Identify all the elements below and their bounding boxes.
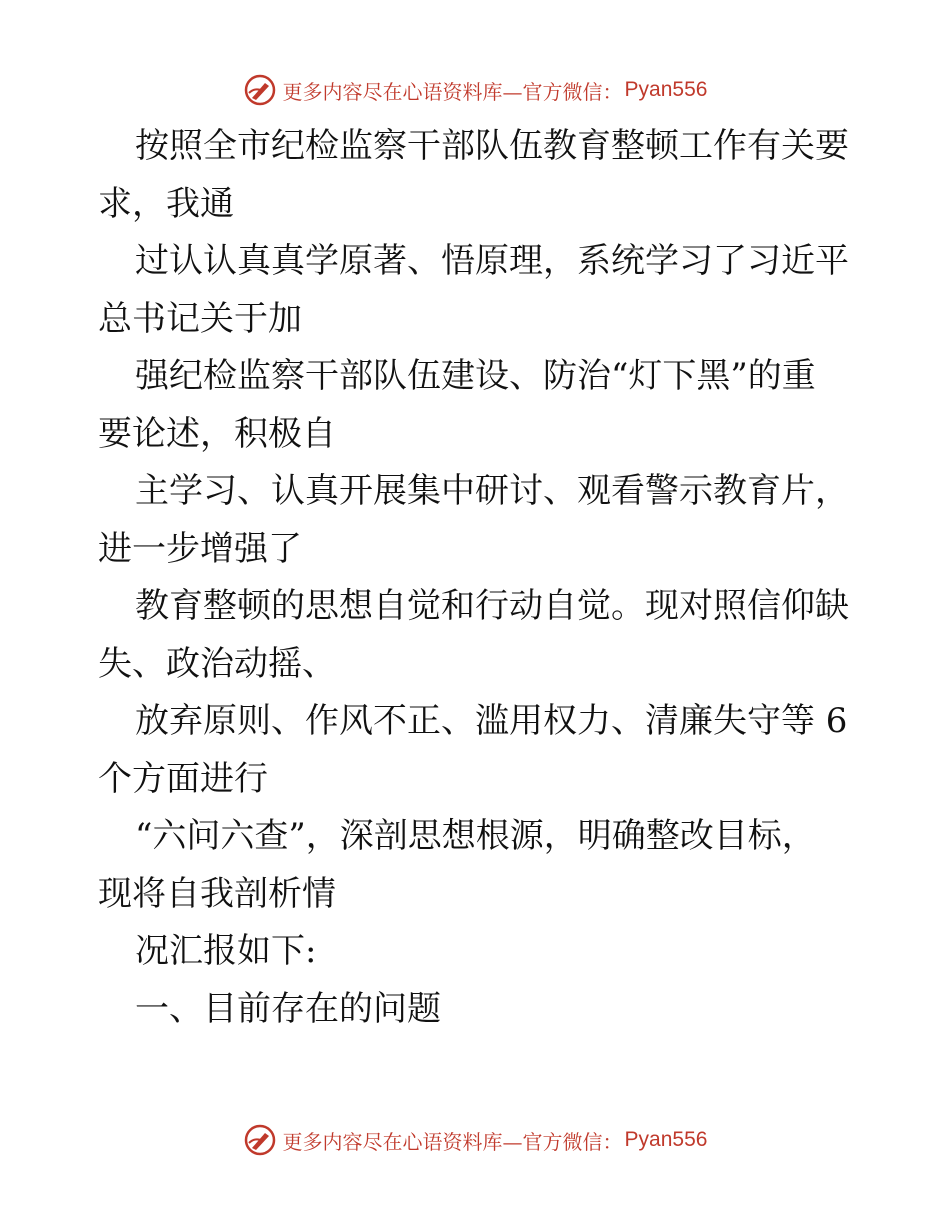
paragraph-line: 过认认真真学原著、悟原理，系统学习了习近平 — [135, 241, 849, 281]
paragraph-line: 按照全市纪检监察干部队伍教育整顿工作有关要 — [135, 126, 849, 166]
paragraph-line: 况汇报如下: — [135, 931, 317, 971]
watermark-banner-top — [0, 70, 950, 110]
paragraph-line: 教育整顿的思想自觉和行动自觉。现对照信仰缺 — [135, 586, 849, 626]
paragraph-line: 个方面进行 — [98, 758, 268, 799]
paragraph-line: 主学习、认真开展集中研讨、观看警示教育片， — [135, 471, 849, 511]
watermark-text: 更多内容尽在心语资料库—官方微信： — [282, 79, 623, 104]
paragraph-line: 放弃原则、作风不正、滥用权力、清廉失守等 6 — [135, 701, 848, 741]
paragraph-line: “六问六查”，深剖思想根源，明确整改目标， — [135, 816, 816, 856]
paragraph-line: 现将自我剖析情 — [98, 873, 336, 914]
paragraph-line: 进一步增强了 — [98, 528, 302, 569]
watermark-wechat-id: Pyan556 — [624, 78, 708, 101]
quill-pen-logo-icon — [243, 1123, 277, 1157]
watermark-wechat-id: Pyan556 — [624, 1128, 708, 1151]
paragraph-line: 总书记关于加 — [98, 298, 302, 339]
quill-pen-logo-icon — [243, 73, 277, 107]
paragraph-line: 求，我通 — [98, 183, 234, 224]
watermark-text: 更多内容尽在心语资料库—官方微信： — [282, 1129, 623, 1154]
paragraph-line: 强纪检监察干部队伍建设、防治“灯下黑”的重 — [135, 356, 816, 396]
watermark-banner-bottom — [0, 1120, 950, 1160]
document-body — [98, 118, 858, 1038]
paragraph-line: 要论述，积极自 — [98, 413, 336, 454]
section-heading: 一、目前存在的问题 — [135, 988, 441, 1029]
paragraph-line: 失、政治动摇、 — [98, 643, 336, 684]
